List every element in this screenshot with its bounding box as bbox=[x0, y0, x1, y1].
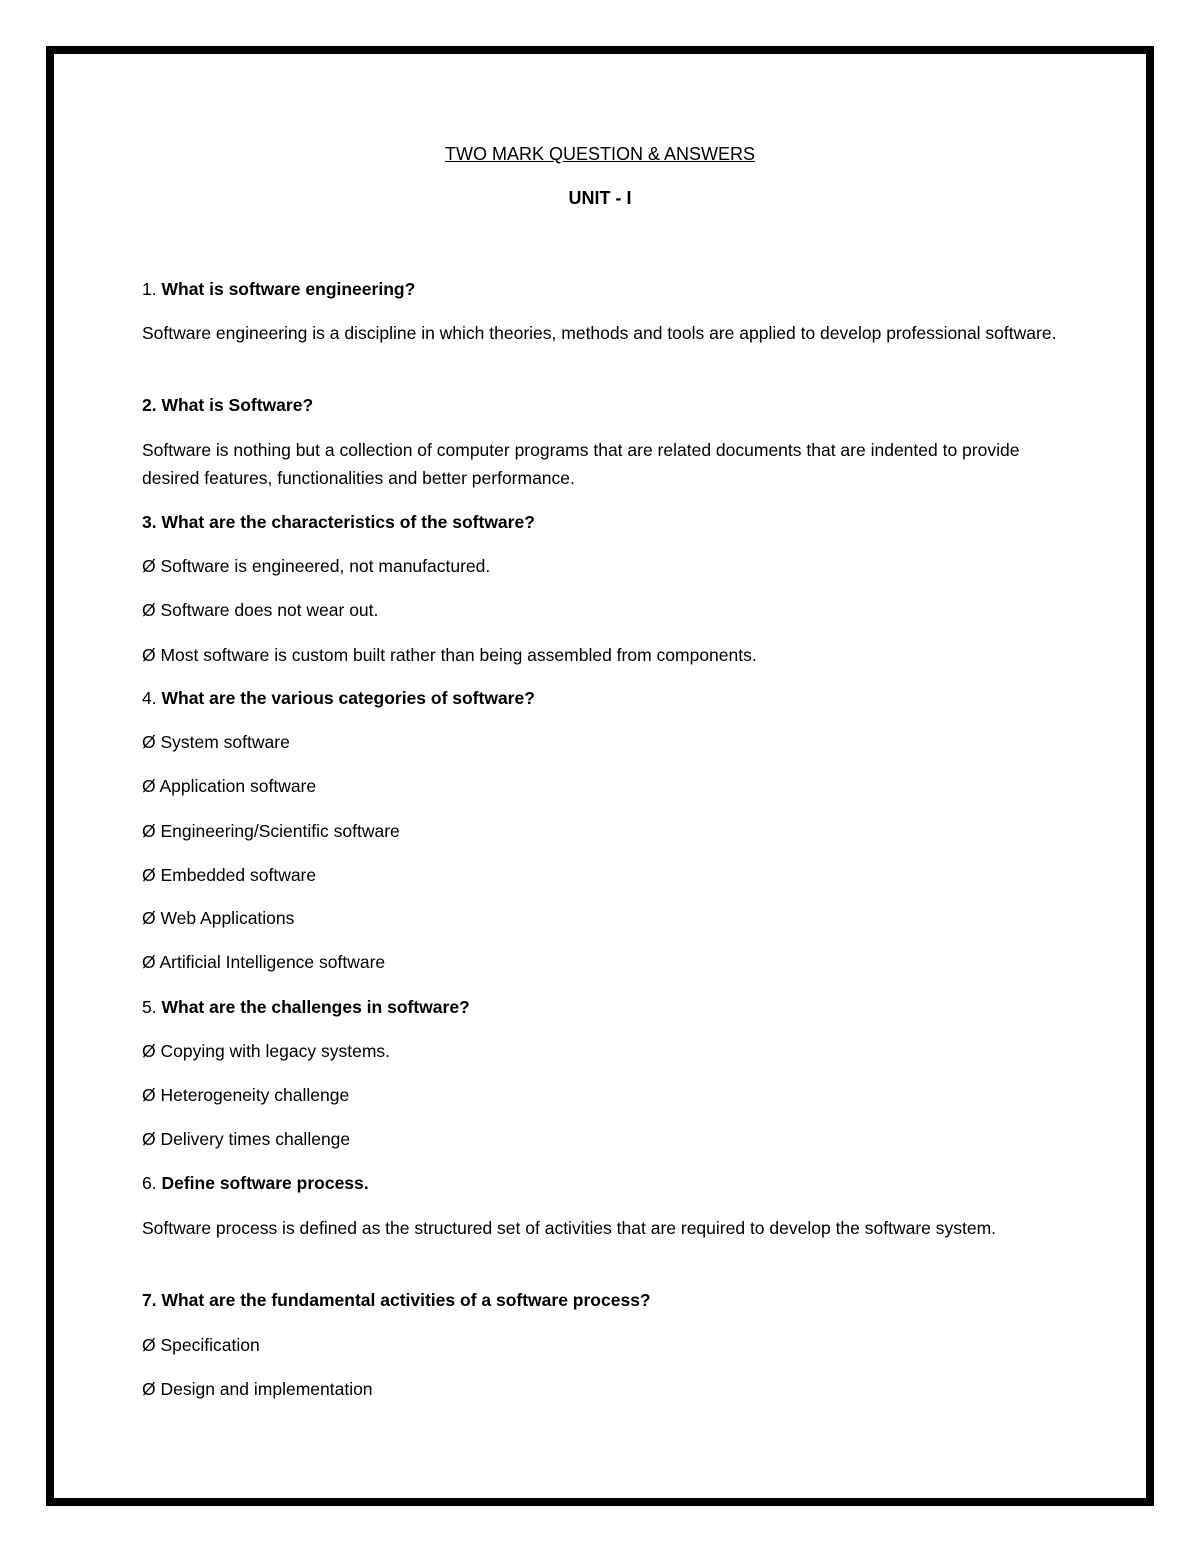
question-4-number: 4. bbox=[142, 688, 157, 708]
list-item: Ø Web Applications bbox=[142, 908, 295, 928]
question-4-text: What are the various categories of software? bbox=[161, 688, 535, 708]
list-item: Ø Delivery times challenge bbox=[142, 1129, 351, 1149]
question-6-text: Define software process. bbox=[161, 1173, 369, 1193]
list-item: Ø Heterogeneity challenge bbox=[142, 1085, 350, 1105]
list-item: Ø Specification bbox=[142, 1335, 260, 1355]
list-item: Ø Embedded software bbox=[142, 865, 317, 885]
answer-1: Software engineering is a discipline in which theories, methods and tools are applied to develop professional software. bbox=[142, 323, 1057, 343]
question-1-number: 1. bbox=[142, 279, 157, 299]
question-1-text: What is software engineering? bbox=[161, 279, 416, 299]
answer-6: Software process is defined as the structured set of activities that are required to develop the software system. bbox=[142, 1218, 997, 1238]
question-5-text: What are the challenges in software? bbox=[161, 997, 470, 1017]
list-item: Ø System software bbox=[142, 732, 290, 752]
question-3: 3. What are the characteristics of the software? bbox=[142, 512, 535, 532]
question-2: 2. What is Software? bbox=[142, 395, 314, 415]
list-item: Ø Most software is custom built rather than being assembled from components. bbox=[142, 645, 757, 665]
list-item: Ø Copying with legacy systems. bbox=[142, 1041, 391, 1061]
list-item: Ø Engineering/Scientific software bbox=[142, 821, 400, 841]
question-6-number: 6. bbox=[142, 1173, 157, 1193]
list-item: Ø Design and implementation bbox=[142, 1379, 373, 1399]
question-4 bbox=[142, 684, 1072, 712]
answer-2: Software is nothing but a collection of computer programs that are related documents that are indented to provide desired features, functionalities and better performance. bbox=[142, 440, 1020, 488]
list-item: Ø Artificial Intelligence software bbox=[142, 952, 386, 972]
question-5-number: 5. bbox=[142, 997, 157, 1017]
list-item: Ø Software does not wear out. bbox=[142, 600, 379, 620]
question-1 bbox=[142, 275, 1072, 303]
list-item: Ø Software is engineered, not manufactured. bbox=[142, 556, 491, 576]
unit-heading: UNIT - I bbox=[568, 188, 632, 208]
question-7: 7. What are the fundamental activities of a software process? bbox=[142, 1290, 651, 1310]
document-title: TWO MARK QUESTION & ANSWERS bbox=[444, 144, 756, 164]
question-6 bbox=[142, 1169, 1072, 1197]
question-5 bbox=[142, 993, 1072, 1021]
list-item: Ø Application software bbox=[142, 776, 317, 796]
